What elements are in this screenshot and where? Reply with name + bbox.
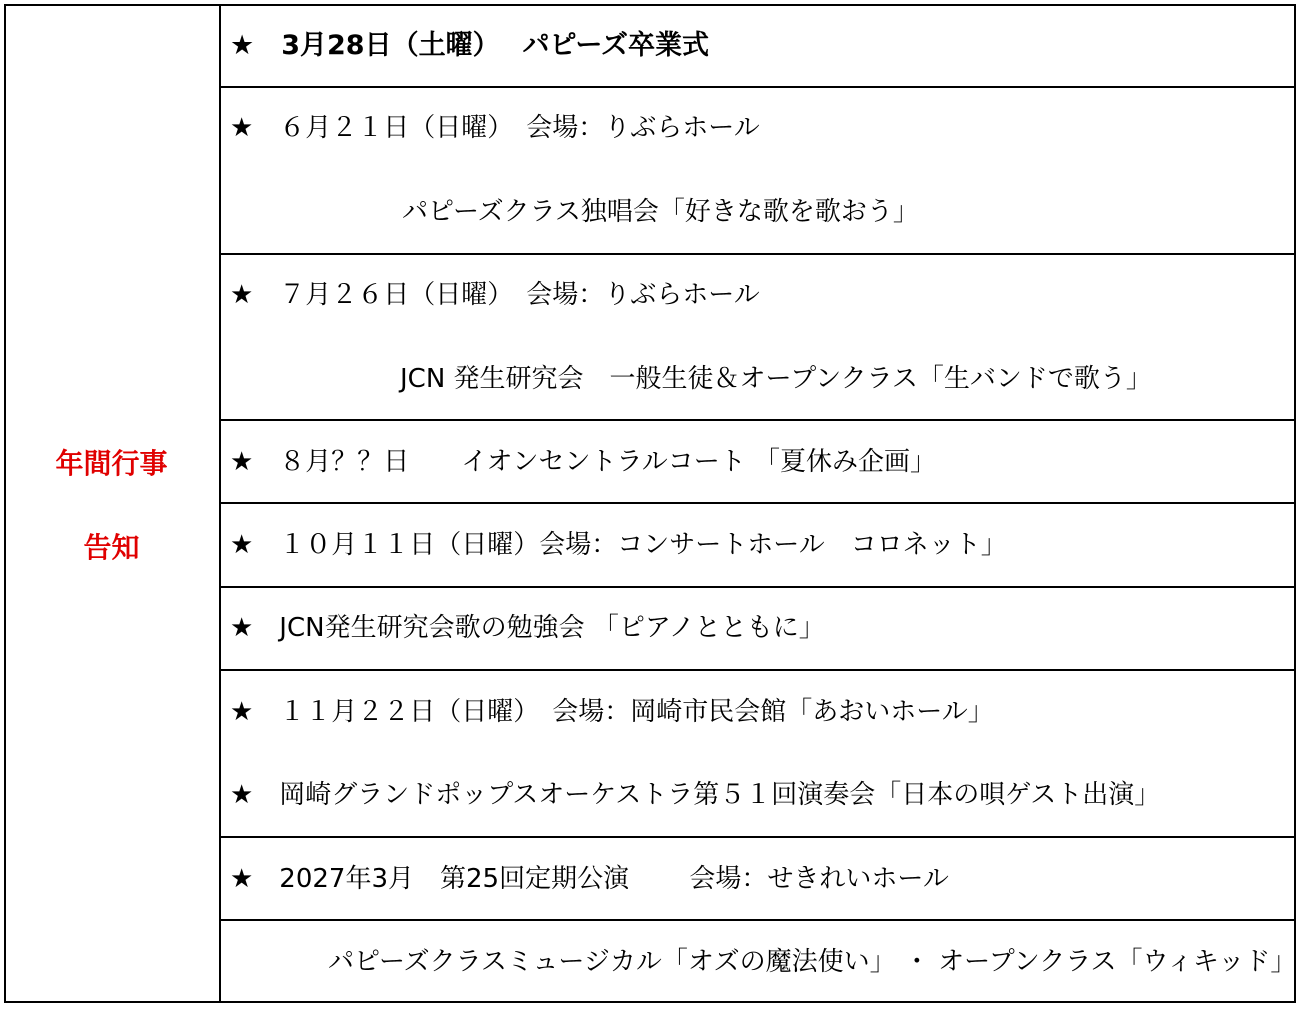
event-june-date: ★ ６月２１日（日曜） 会場：りぶらホール <box>230 113 760 143</box>
event-july-date: ★ ７月２６日（日曜） 会場：りぶらホール <box>230 280 760 310</box>
event-graduation: ★ 3月28日（土曜） パピーズ卒業式 <box>230 30 710 61</box>
event-musical: パピーズクラスミュージカル「オズの魔法使い」 ・ オープンクラス「ウィキッド」 <box>328 947 1297 977</box>
event-july-detail: JCN 発生研究会 一般生徒＆オープンクラス「生バンドで歌う」 <box>400 364 1152 394</box>
event-june-detail: パピーズクラス独唱会「好きな歌を歌おう」 <box>402 197 919 227</box>
event-study-session: ★ JCN発生研究会歌の勉強会 「ピアノとともに」 <box>230 613 825 643</box>
event-regular-concert: ★ 2027年3月 第25回定期公演 会場：せきれいホール <box>230 864 949 894</box>
event-november-date: ★ １１月２２日（日曜） 会場：岡崎市民会館「あおいホール」 <box>230 697 994 727</box>
row-divider <box>221 669 1296 671</box>
row-divider <box>221 419 1296 421</box>
event-november-detail: ★ 岡崎グランドポップスオーケストラ第５１回演奏会「日本の唄ゲスト出演」 <box>230 780 1161 810</box>
label-annual-events: 年間行事 <box>55 447 168 480</box>
row-divider <box>221 86 1296 88</box>
row-divider <box>221 586 1296 588</box>
row-divider <box>221 836 1296 838</box>
row-divider <box>221 919 1296 921</box>
row-divider <box>221 502 1296 504</box>
category-label-cell <box>4 4 221 1003</box>
event-october: ★ １０月１１日（日曜）会場：コンサートホール コロネット」 <box>230 530 1007 560</box>
event-august: ★ ８月？？日 イオンセントラルコート 「夏休み企画」 <box>230 447 937 477</box>
label-announcement: 告知 <box>83 531 140 564</box>
row-divider <box>221 253 1296 255</box>
